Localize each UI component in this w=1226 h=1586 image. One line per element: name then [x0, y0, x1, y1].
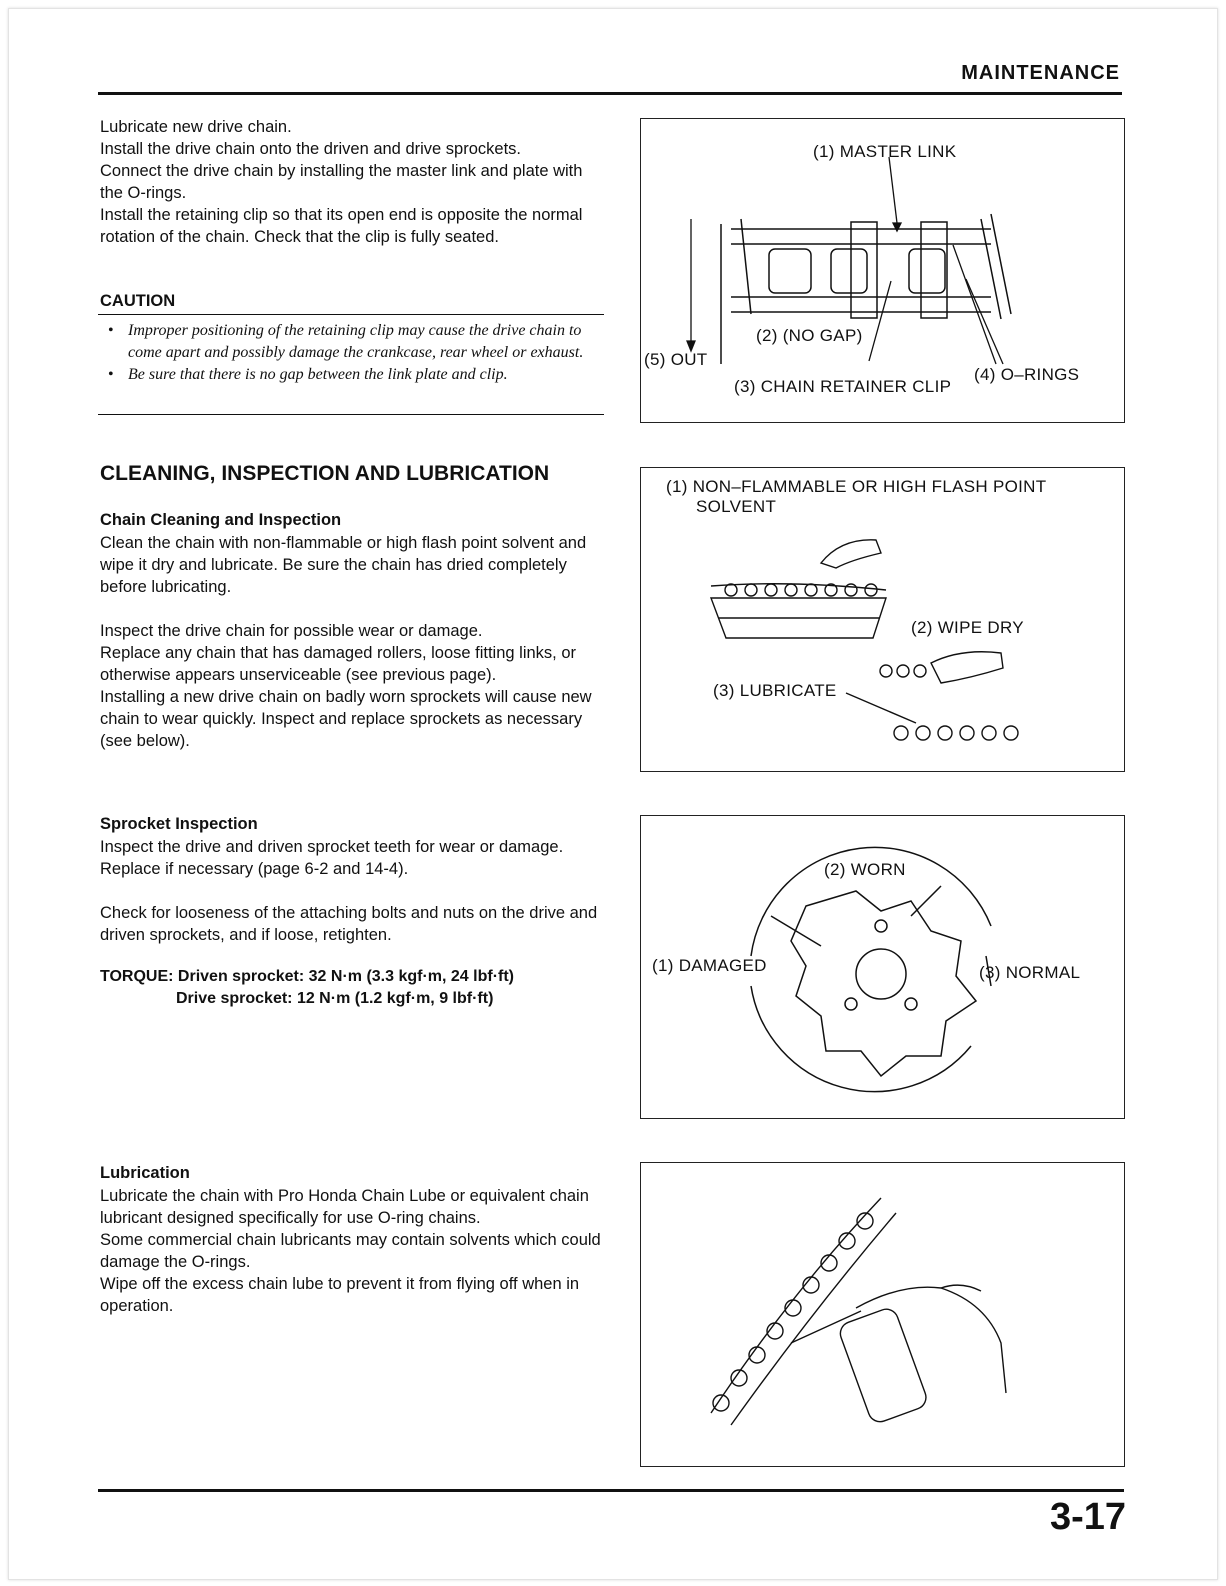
chain-cleaning-para2 [100, 620, 605, 752]
label-o-rings: (4) O–RINGS [974, 365, 1080, 384]
chain-cleaning-title: Chain Cleaning and Inspection [100, 511, 342, 529]
bullet-icon: • [108, 366, 114, 383]
label-solvent [666, 477, 1046, 517]
lubrication-line: Some commercial chain lubricants may contain solvents which could damage the O-rings. [100, 1231, 601, 1271]
intro-text [100, 116, 605, 248]
caution-rule-bottom [98, 414, 604, 415]
lubrication-line: Wipe off the excess chain lube to prevent it from flying off when in operation. [100, 1275, 580, 1315]
intro-line: Install the drive chain onto the driven and drive sprockets. [100, 140, 521, 158]
torque-spec [100, 966, 514, 1010]
label-out: (5) OUT [644, 350, 708, 369]
header-rule [98, 92, 1122, 95]
caution-item-text: Improper positioning of the retaining clip may cause the drive chain to come apart and possibly damage the crankcase, rear wheel or exhaust. [128, 322, 584, 361]
intro-line: Install the retaining clip so that its open end is opposite the normal rotation of the chain. Check that the clip is fully seated. [100, 206, 583, 246]
label-solvent-line2: SOLVENT [696, 497, 777, 516]
caution-rule-top [98, 314, 604, 315]
chain-cleaning-line: Inspect the drive chain for possible wear or damage. [100, 622, 483, 640]
figure-lubrication [640, 1162, 1125, 1467]
label-master-link: (1) MASTER LINK [813, 142, 957, 161]
intro-line: Lubricate new drive chain. [100, 118, 292, 136]
torque-line-drive: Drive sprocket: 12 N·m (1.2 kgf·m, 9 lbf·ft) [176, 990, 494, 1007]
sprocket-para1: Inspect the drive and driven sprocket teeth for wear or damage. Replace if necessary (page 6-2 and 14-4). [100, 838, 564, 878]
caution-title: CAUTION [100, 292, 176, 310]
label-damaged: (1) DAMAGED [652, 956, 767, 975]
sprocket-title: Sprocket Inspection [100, 815, 258, 833]
intro-line: Connect the drive chain by installing the master link and plate with the O-rings. [100, 162, 583, 202]
caution-item-text: Be sure that there is no gap between the link plate and clip. [128, 366, 508, 383]
footer-rule [98, 1489, 1124, 1492]
label-wipe-dry: (2) WIPE DRY [911, 618, 1024, 637]
lubrication-title: Lubrication [100, 1164, 190, 1182]
torque-line-driven: TORQUE: Driven sprocket: 32 N·m (3.3 kgf·m, 24 lbf·ft) [100, 968, 514, 985]
label-solvent-line1: (1) NON–FLAMMABLE OR HIGH FLASH POINT [666, 477, 1047, 496]
sprocket-para2: Check for looseness of the attaching bolts and nuts on the drive and driven sprockets, and if loose, retighten. [100, 904, 598, 944]
figure-sprocket [640, 815, 1125, 1119]
page-header-title: MAINTENANCE [961, 62, 1120, 84]
lubrication-line: Lubricate the chain with Pro Honda Chain Lube or equivalent chain lubricant designed specifically for use O-ring chains. [100, 1187, 589, 1227]
label-no-gap: (2) (NO GAP) [756, 326, 863, 345]
label-lubricate: (3) LUBRICATE [713, 681, 837, 700]
lubrication-illustration [641, 1163, 1124, 1466]
lubrication-text [100, 1185, 605, 1317]
caution-item [100, 364, 605, 386]
chain-cleaning-line: Installing a new drive chain on badly worn sprockets will cause new chain to wear quickly. Inspect and replace sprockets as necessary (see below). [100, 688, 592, 750]
label-retainer-clip: (3) CHAIN RETAINER CLIP [734, 377, 952, 396]
chain-cleaning-para1: Clean the chain with non-flammable or high flash point solvent and wipe it dry and lubricate. Be sure the chain has dried completely before lubricating. [100, 534, 587, 596]
label-worn: (2) WORN [824, 860, 906, 879]
section-title: CLEANING, INSPECTION AND LUBRICATION [100, 462, 550, 485]
chain-cleaning-line: Replace any chain that has damaged rollers, loose fitting links, or otherwise appears unserviceable (see previous page). [100, 644, 577, 684]
page-number: 3-17 [1049, 1496, 1126, 1538]
label-normal: (3) NORMAL [979, 963, 1081, 982]
figure-master-link [640, 118, 1125, 423]
caution-item [100, 320, 605, 364]
bullet-icon: • [108, 322, 114, 339]
figure-cleaning [640, 467, 1125, 772]
caution-list [100, 320, 605, 386]
